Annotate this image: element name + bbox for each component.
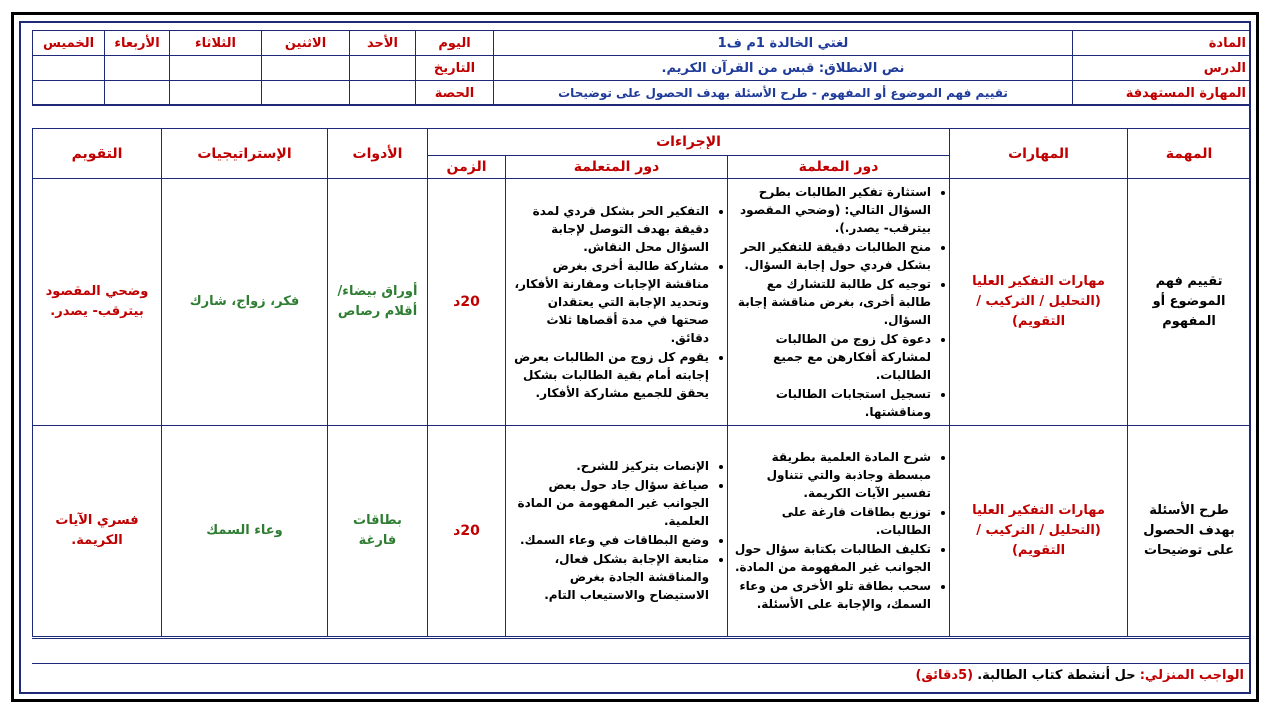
day-monday: الاثنين xyxy=(262,31,350,56)
tools-cell: أوراق بيضاء/ أقلام رصاص xyxy=(328,179,428,426)
list-item: • متابعة الإجابة بشكل فعال، والمناقشة الجادة بغرض الاستيضاح والاستيعاب التام. xyxy=(512,550,709,604)
col-time: الزمن xyxy=(428,156,506,179)
skills-cell: مهارات التفكير العليا (التحليل / التركيب / التقويم) xyxy=(950,426,1128,637)
target-skill-value: تقييم فهم الموضوع أو المفهوم - طرح الأسئلة بهدف الحصول على توضيحات xyxy=(494,81,1073,106)
lesson-plan-table xyxy=(32,128,1251,637)
col-skills: المهارات xyxy=(950,129,1128,179)
list-item: • صياغة سؤال جاد حول بعض الجوانب غير المفهومة من المادة العلمية. xyxy=(512,476,709,530)
teacher-role-cell xyxy=(728,426,950,637)
col-tools: الأدوات xyxy=(328,129,428,179)
divider xyxy=(32,638,1250,639)
student-role-cell xyxy=(506,179,728,426)
tools-cell: بطاقات فارغة xyxy=(328,426,428,637)
list-item: • شرح المادة العلمية بطريقة مبسطة وجاذبة والتي تتناول تفسير الآيات الكريمة. xyxy=(734,448,931,502)
homework-bar xyxy=(32,663,1250,688)
time-cell: 20د xyxy=(428,179,506,426)
divider xyxy=(32,104,1250,105)
lesson-value: نص الانطلاق: قبس من القرآن الكريم. xyxy=(494,56,1073,81)
date-cell xyxy=(105,56,170,81)
date-cell xyxy=(170,56,262,81)
list-item: • منح الطالبات دقيقة للتفكير الحر بشكل فردي حول إجابة السؤال. xyxy=(734,238,931,274)
period-cell xyxy=(350,81,416,106)
period-cell xyxy=(33,81,105,106)
day-sunday: الأحد xyxy=(350,31,416,56)
period-cell xyxy=(170,81,262,106)
task-cell: تقييم فهم الموضوع أو المفهوم xyxy=(1128,179,1251,426)
list-item: • تسجيل استجابات الطالبات ومناقشتها. xyxy=(734,385,931,421)
date-cell xyxy=(262,56,350,81)
period-cell xyxy=(105,81,170,106)
list-item: • التفكير الحر بشكل فردي لمدة دقيقة بهدف التوصل لإجابة السؤال محل النقاش. xyxy=(512,202,709,256)
list-item: • مشاركة طالبة أخرى بغرض مناقشة الإجابات ومقارنة الأفكار، وتحديد الإجابة التي يعتقدان صحتها في مدة أقصاها ثلاث دقائق. xyxy=(512,257,709,347)
list-item: • سحب بطاقة تلو الأخرى من وعاء السمك، والإجابة على الأسئلة. xyxy=(734,577,931,613)
strategies-cell: وعاء السمك xyxy=(162,426,328,637)
list-item: • تكليف الطالبات بكتابة سؤال حول الجوانب غير المفهومة من المادة. xyxy=(734,540,931,576)
day-wednesday: الأربعاء xyxy=(105,31,170,56)
homework-duration: (5دقائق) xyxy=(915,668,974,683)
list-item: • يقوم كل زوج من الطالبات بعرض إجابته أمام بقية الطالبات بشكل يحقق للجميع مشاركة الأفكار. xyxy=(512,348,709,402)
teacher-role-cell xyxy=(728,179,950,426)
list-item: • توجيه كل طالبة للتشارك مع طالبة أخرى، بغرض مناقشة إجابة السؤال. xyxy=(734,275,931,329)
student-role-cell xyxy=(506,426,728,637)
date-cell xyxy=(350,56,416,81)
skills-cell: مهارات التفكير العليا (التحليل / التركيب / التقويم) xyxy=(950,179,1128,426)
col-teacher-role: دور المعلمة xyxy=(728,156,950,179)
col-evaluation: التقويم xyxy=(33,129,162,179)
subject-label: المادة xyxy=(1073,31,1251,56)
evaluation-cell: فسري الآيات الكريمة. xyxy=(33,426,162,637)
task-cell: طرح الأسئلة بهدف الحصول على توضيحات xyxy=(1128,426,1251,637)
evaluation-cell: وضحي المقصود بيترقب- يصدر. xyxy=(33,179,162,426)
list-item: • دعوة كل زوج من الطالبات لمشاركة أفكارهن مع جميع الطالبات. xyxy=(734,330,931,384)
period-label: الحصة xyxy=(416,81,494,106)
col-procedures: الإجراءات xyxy=(428,129,950,156)
subject-value: لغتي الخالدة 1م ف1 xyxy=(494,31,1073,56)
col-task: المهمة xyxy=(1128,129,1251,179)
time-cell: 20د xyxy=(428,426,506,637)
day-thursday: الخميس xyxy=(33,31,105,56)
strategies-cell: فكر، زواج، شارك xyxy=(162,179,328,426)
lesson-label: الدرس xyxy=(1073,56,1251,81)
header-table xyxy=(32,30,1251,106)
date-cell xyxy=(33,56,105,81)
homework-text: حل أنشطة كتاب الطالبة. xyxy=(977,668,1136,683)
list-item: • وضع البطاقات في وعاء السمك. xyxy=(512,531,709,549)
day-tuesday: الثلاثاء xyxy=(170,31,262,56)
list-item: • الإنصات بتركيز للشرح. xyxy=(512,457,709,475)
col-strategies: الإستراتيجيات xyxy=(162,129,328,179)
day-label: اليوم xyxy=(416,31,494,56)
date-label: التاريخ xyxy=(416,56,494,81)
period-cell xyxy=(262,81,350,106)
list-item: • استثارة تفكير الطالبات بطرح السؤال التالي: (وضحي المقصود بيترقب- يصدر.). xyxy=(734,183,931,237)
homework-label: الواجب المنزلي: xyxy=(1139,668,1244,683)
target-skill-label: المهارة المستهدفة xyxy=(1073,81,1251,106)
list-item: • توزيع بطاقات فارغة على الطالبات. xyxy=(734,503,931,539)
col-student-role: دور المتعلمة xyxy=(506,156,728,179)
